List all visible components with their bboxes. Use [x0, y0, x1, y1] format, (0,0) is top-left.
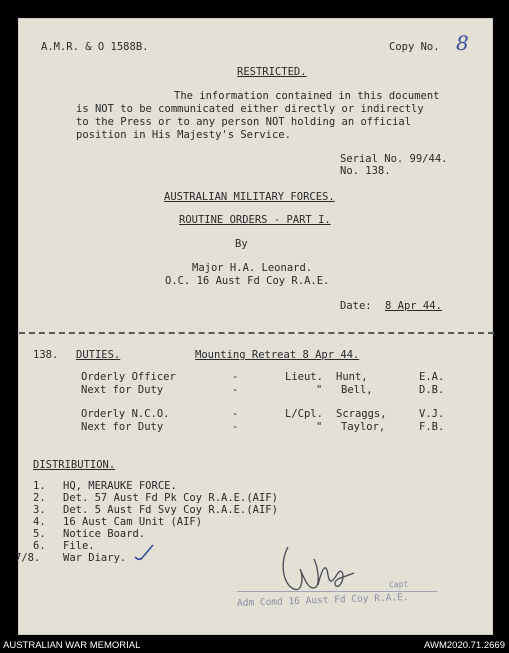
duty-role: Orderly Officer: [81, 371, 176, 383]
restricted-line-2: is NOT to be communicated either directly or indirectly: [76, 103, 424, 115]
orders-title: ROUTINE ORDERS - PART I.: [179, 214, 331, 226]
duty-name: Hunt,: [336, 371, 368, 383]
distribution-item-number: 1.: [33, 480, 46, 492]
by-line: By: [235, 238, 248, 250]
force-title: AUSTRALIAN MILITARY FORCES.: [164, 191, 335, 203]
duty-role: Orderly N.C.O.: [81, 408, 170, 420]
stamp-line: [237, 591, 437, 592]
unit-line: O.C. 16 Aust Fd Coy R.A.E.: [165, 275, 330, 287]
duties-number: 138.: [33, 349, 59, 361]
duty-name: Scraggs,: [336, 408, 387, 420]
restricted-title: RESTRICTED.: [237, 66, 307, 78]
distribution-heading: DISTRIBUTION.: [33, 459, 116, 471]
duty-rank: Lieut.: [285, 371, 323, 383]
distribution-item: File.: [63, 540, 95, 552]
duty-initials: F.B.: [419, 421, 445, 433]
document-reference: A.M.R. & O 1588B.: [41, 41, 149, 53]
unit-stamp: Adm Comd 16 Aust Fd Coy R.A.E.: [236, 592, 409, 609]
date-value: 8 Apr 44.: [385, 300, 442, 312]
serial-number: Serial No. 99/44.: [340, 153, 448, 165]
duty-rank: ": [316, 421, 323, 433]
duty-initials: V.J.: [419, 408, 445, 420]
distribution-item: War Diary.: [63, 552, 127, 564]
duties-heading: DUTIES.: [76, 349, 121, 361]
copy-number-handwritten: 8: [456, 31, 469, 55]
mounting-line: Mounting Retreat 8 Apr 44.: [195, 349, 360, 361]
footer-bar: [0, 638, 509, 653]
document-page: [15, 18, 493, 635]
restricted-line-3: to the Press or to any person NOT holding an official: [76, 116, 412, 128]
date-label: Date:: [340, 300, 372, 312]
distribution-item: Det. 5 Aust Fd Svy Coy R.A.E.(AIF): [63, 504, 278, 516]
tick-mark-icon: [133, 543, 155, 563]
duty-initials: D.B.: [419, 384, 445, 396]
duty-name: Bell,: [341, 384, 373, 396]
duty-sep: -: [232, 384, 239, 396]
duty-sep: -: [232, 408, 239, 420]
distribution-item: 16 Aust Cam Unit (AIF): [63, 516, 203, 528]
duty-name: Taylor,: [341, 421, 386, 433]
officer-name: Major H.A. Leonard.: [192, 262, 313, 274]
distribution-item-number: 3.: [33, 504, 46, 516]
restricted-line-4: position in His Majesty's Service.: [76, 129, 291, 141]
duty-sep: -: [232, 371, 239, 383]
footer-institution: AUSTRALIAN WAR MEMORIAL: [3, 640, 141, 651]
stamp-capt: Capt: [388, 579, 409, 590]
distribution-item-number: 2.: [33, 492, 46, 504]
footer-accession-number: AWM2020.71.2669: [424, 640, 505, 651]
duty-role: Next for Duty: [81, 384, 164, 396]
duty-rank: ": [316, 384, 323, 396]
section-divider: [19, 332, 494, 334]
distribution-item: Det. 57 Aust Fd Pk Coy R.A.E.(AIF): [63, 492, 278, 504]
duty-rank: L/Cpl.: [285, 408, 323, 420]
distribution-item-number: 6.: [33, 540, 46, 552]
duty-sep: -: [232, 421, 239, 433]
duty-role: Next for Duty: [81, 421, 164, 433]
distribution-item-number: 4.: [33, 516, 46, 528]
distribution-item-number: 7/8.: [15, 552, 41, 564]
restricted-line-1: The information contained in this document: [174, 90, 440, 102]
order-number: No. 138.: [340, 165, 391, 177]
distribution-item: HQ, MERAUKE FORCE.: [63, 480, 177, 492]
distribution-item-number: 5.: [33, 528, 46, 540]
duty-initials: E.A.: [419, 371, 445, 383]
copy-label: Copy No.: [389, 41, 440, 53]
distribution-item: Notice Board.: [63, 528, 146, 540]
